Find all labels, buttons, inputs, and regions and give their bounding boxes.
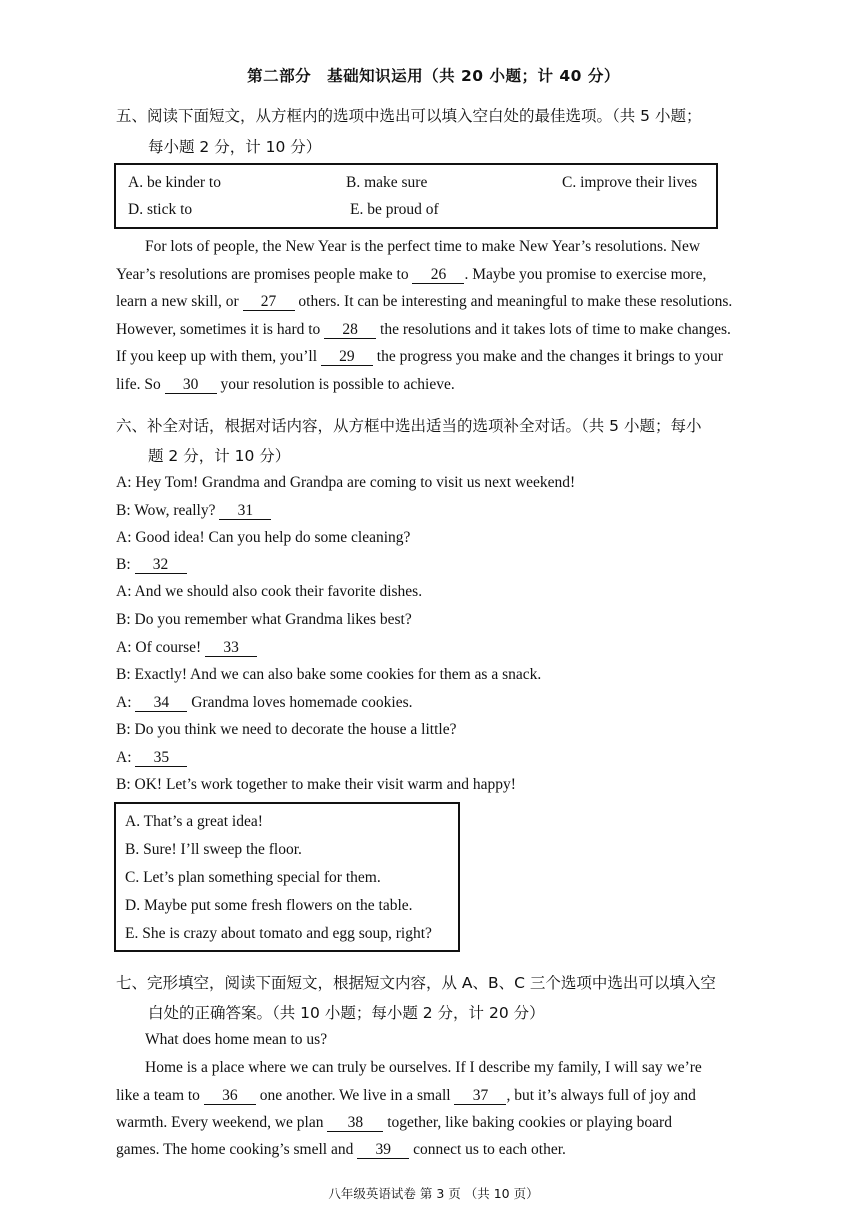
page-footer: 八年级英语试卷 第 3 页 （共 10 页） bbox=[328, 1186, 539, 1201]
blank-34: 34 bbox=[135, 695, 187, 712]
dialogue-line: A: And we should also cook their favorite dishes. bbox=[116, 583, 423, 600]
dialogue-line bbox=[116, 556, 187, 574]
blank-27: 27 bbox=[243, 294, 295, 311]
option-a: A. be kinder to bbox=[128, 174, 221, 191]
section6-heading-cont: 题 2 分，计 10 分） bbox=[148, 447, 291, 465]
text: life. So bbox=[116, 376, 161, 393]
passage-line: Home is a place where we can truly be ourselves. If I describe my family, I will say we’re bbox=[145, 1059, 702, 1076]
text: A: Of course! bbox=[116, 639, 202, 656]
text: learn a new skill, or bbox=[116, 293, 239, 310]
text: B: bbox=[116, 556, 131, 573]
dialogue-line: B: Do you remember what Grandma likes best? bbox=[116, 611, 412, 628]
passage-line bbox=[116, 1087, 696, 1105]
passage-line bbox=[116, 376, 455, 394]
passage-line bbox=[116, 1114, 672, 1132]
text: warmth. Every weekend, we plan bbox=[116, 1114, 324, 1131]
text: connect us to each other. bbox=[413, 1141, 566, 1158]
dialogue-option: C. Let’s plan something special for them. bbox=[125, 869, 381, 886]
option-d: D. stick to bbox=[128, 201, 193, 218]
dialogue-option: D. Maybe put some fresh flowers on the table. bbox=[125, 897, 413, 914]
dialogue-option: E. She is crazy about tomato and egg soup, right? bbox=[125, 925, 432, 942]
section7-heading-cont: 白处的正确答案。（共 10 小题；每小题 2 分，计 20 分） bbox=[148, 1004, 545, 1022]
text: together, like baking cookies or playing board bbox=[387, 1114, 672, 1131]
part-title: 第二部分 基础知识运用（共 20 小题；计 40 分） bbox=[247, 67, 620, 85]
text: B: Wow, really? bbox=[116, 502, 216, 519]
dialogue-line: B: Exactly! And we can also bake some cookies for them as a snack. bbox=[116, 666, 542, 683]
dialogue-line bbox=[116, 639, 257, 657]
text: the progress you make and the changes it brings to your bbox=[376, 348, 723, 365]
passage-line bbox=[116, 266, 706, 284]
passage-line: For lots of people, the New Year is the perfect time to make New Year’s resolutions. New bbox=[145, 238, 701, 255]
blank-30: 30 bbox=[165, 377, 217, 394]
text: . Maybe you promise to exercise more, bbox=[464, 266, 707, 283]
dialogue-line: B: Do you think we need to decorate the house a little? bbox=[116, 721, 457, 738]
text: like a team to bbox=[116, 1087, 200, 1104]
dialogue-line bbox=[116, 694, 413, 712]
dialogue-line: B: OK! Let’s work together to make their visit warm and happy! bbox=[116, 776, 516, 793]
dialogue-line bbox=[116, 749, 187, 767]
text: one another. We live in a small bbox=[259, 1087, 451, 1104]
blank-36: 36 bbox=[204, 1088, 256, 1105]
blank-33: 33 bbox=[205, 640, 257, 657]
dialogue-line bbox=[116, 502, 271, 520]
passage-line bbox=[116, 348, 723, 366]
dialogue-line: A: Good idea! Can you help do some cleaning? bbox=[116, 529, 411, 546]
blank-26: 26 bbox=[412, 267, 464, 284]
section5-options-box bbox=[114, 163, 718, 229]
blank-32: 32 bbox=[135, 557, 187, 574]
blank-37: 37 bbox=[454, 1088, 506, 1105]
section5-heading: 五、阅读下面短文，从方框内的选项中选出可以填入空白处的最佳选项。（共 5 小题； bbox=[116, 107, 702, 125]
section7-heading: 七、完形填空，阅读下面短文，根据短文内容，从 A、B、C 三个选项中选出可以填入空 bbox=[116, 974, 716, 992]
text: However, sometimes it is hard to bbox=[116, 321, 321, 338]
passage-line bbox=[116, 1141, 566, 1159]
dialogue-line: A: Hey Tom! Grandma and Grandpa are coming to visit us next weekend! bbox=[116, 474, 576, 491]
blank-29: 29 bbox=[321, 349, 373, 366]
text: A: bbox=[116, 749, 132, 766]
text: others. It can be interesting and meaningful to make these resolutions. bbox=[298, 293, 733, 310]
blank-35: 35 bbox=[135, 750, 187, 767]
dialogue-option: A. That’s a great idea! bbox=[125, 813, 263, 830]
text: If you keep up with them, you’ll bbox=[116, 348, 318, 365]
text: Grandma loves homemade cookies. bbox=[191, 694, 413, 711]
blank-31: 31 bbox=[219, 503, 271, 520]
passage-line bbox=[116, 293, 732, 311]
text: , but it’s always full of joy and bbox=[506, 1087, 696, 1104]
section6-heading: 六、补全对话，根据对话内容，从方框中选出适当的选项补全对话。（共 5 小题；每小 bbox=[116, 417, 702, 435]
option-b: B. make sure bbox=[346, 174, 428, 191]
section6-options-box bbox=[114, 802, 460, 952]
text: Year’s resolutions are promises people make to bbox=[116, 266, 409, 283]
passage-subtitle: What does home mean to us? bbox=[145, 1031, 328, 1048]
text: games. The home cooking’s smell and bbox=[116, 1141, 354, 1158]
passage-line bbox=[116, 321, 731, 339]
blank-38: 38 bbox=[327, 1115, 383, 1132]
text: A: bbox=[116, 694, 132, 711]
text: the resolutions and it takes lots of time to make changes. bbox=[380, 321, 731, 338]
dialogue-option: B. Sure! I’ll sweep the floor. bbox=[125, 841, 302, 858]
option-e: E. be proud of bbox=[350, 201, 439, 218]
blank-28: 28 bbox=[324, 322, 376, 339]
text: your resolution is possible to achieve. bbox=[220, 376, 455, 393]
option-c: C. improve their lives bbox=[562, 174, 698, 191]
blank-39: 39 bbox=[357, 1142, 409, 1159]
section5-heading-cont: 每小题 2 分，计 10 分） bbox=[148, 138, 322, 156]
